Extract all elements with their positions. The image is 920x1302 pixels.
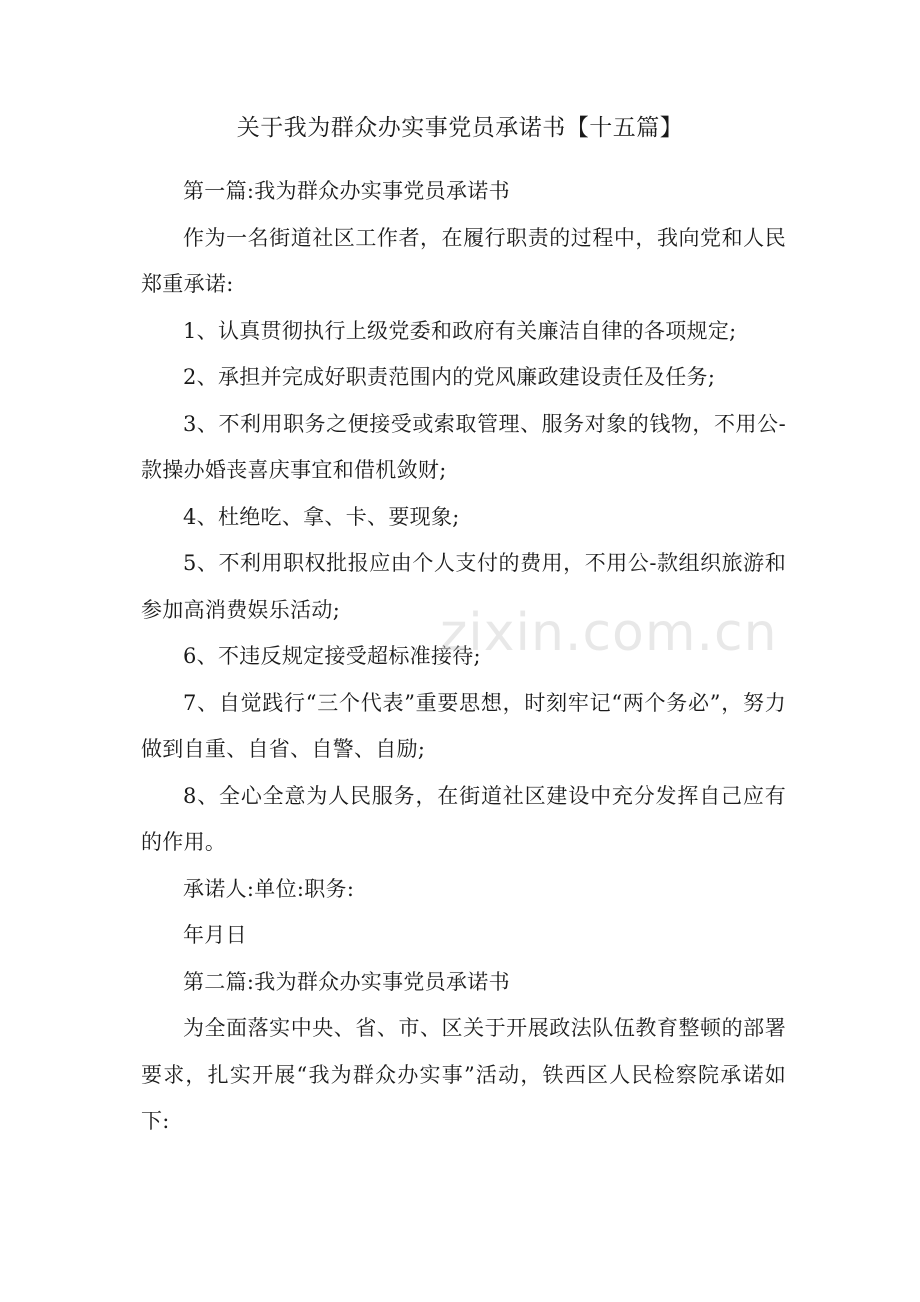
pledge-item-4: 4、杜绝吃、拿、卡、要现象; (183, 504, 460, 529)
date-line: 年月日 (183, 923, 247, 947)
watermark-text: zixin.com.cn (440, 603, 778, 663)
pledge-item-3: 3、不利用职务之便接受或索取管理、服务对象的钱物，不用公-款操办婚丧喜庆事宜和借机敛财; (141, 411, 786, 482)
pledge-item-8: 8、全心全意为人民服务，在街道社区建设中充分发挥自己应有的作用。 (141, 783, 786, 854)
pledge-item-2: 2、承担并完成好职责范围内的党风廉政建设责任及任务; (183, 365, 716, 389)
pledge-item-5: 5、不利用职权批报应由个人支付的费用，不用公-款组织旅游和参加高消费娱乐活动; (141, 551, 786, 622)
pledge-item-7: 7、自觉践行“三个代表”重要思想，时刻牢记“两个务必”，努力做到自重、自省、自警、自励; (141, 690, 786, 761)
section-heading-2: 第二篇:我为群众办实事党员承诺书 (183, 969, 510, 994)
pledge-item-6: 6、不违反规定接受超标准接待; (183, 644, 481, 668)
paragraph-intro: 作为一名街道社区工作者，在履行职责的过程中，我向党和人民郑重承诺: (141, 225, 786, 296)
signature-line: 承诺人:单位:职务: (183, 876, 355, 901)
document-title: 关于我为群众办实事党员承诺书【十五篇】 (236, 115, 684, 141)
pledge-item-1: 1、认真贯彻执行上级党委和政府有关廉洁自律的各项规定; (183, 318, 737, 343)
section-heading-1: 第一篇:我为群众办实事党员承诺书 (183, 179, 510, 203)
paragraph-section-2: 为全面落实中央、省、市、区关于开展政法队伍教育整顿的部署要求，扎实开展“我为群众办实事”活动，铁西区人民检察院承诺如下: (141, 1016, 786, 1133)
